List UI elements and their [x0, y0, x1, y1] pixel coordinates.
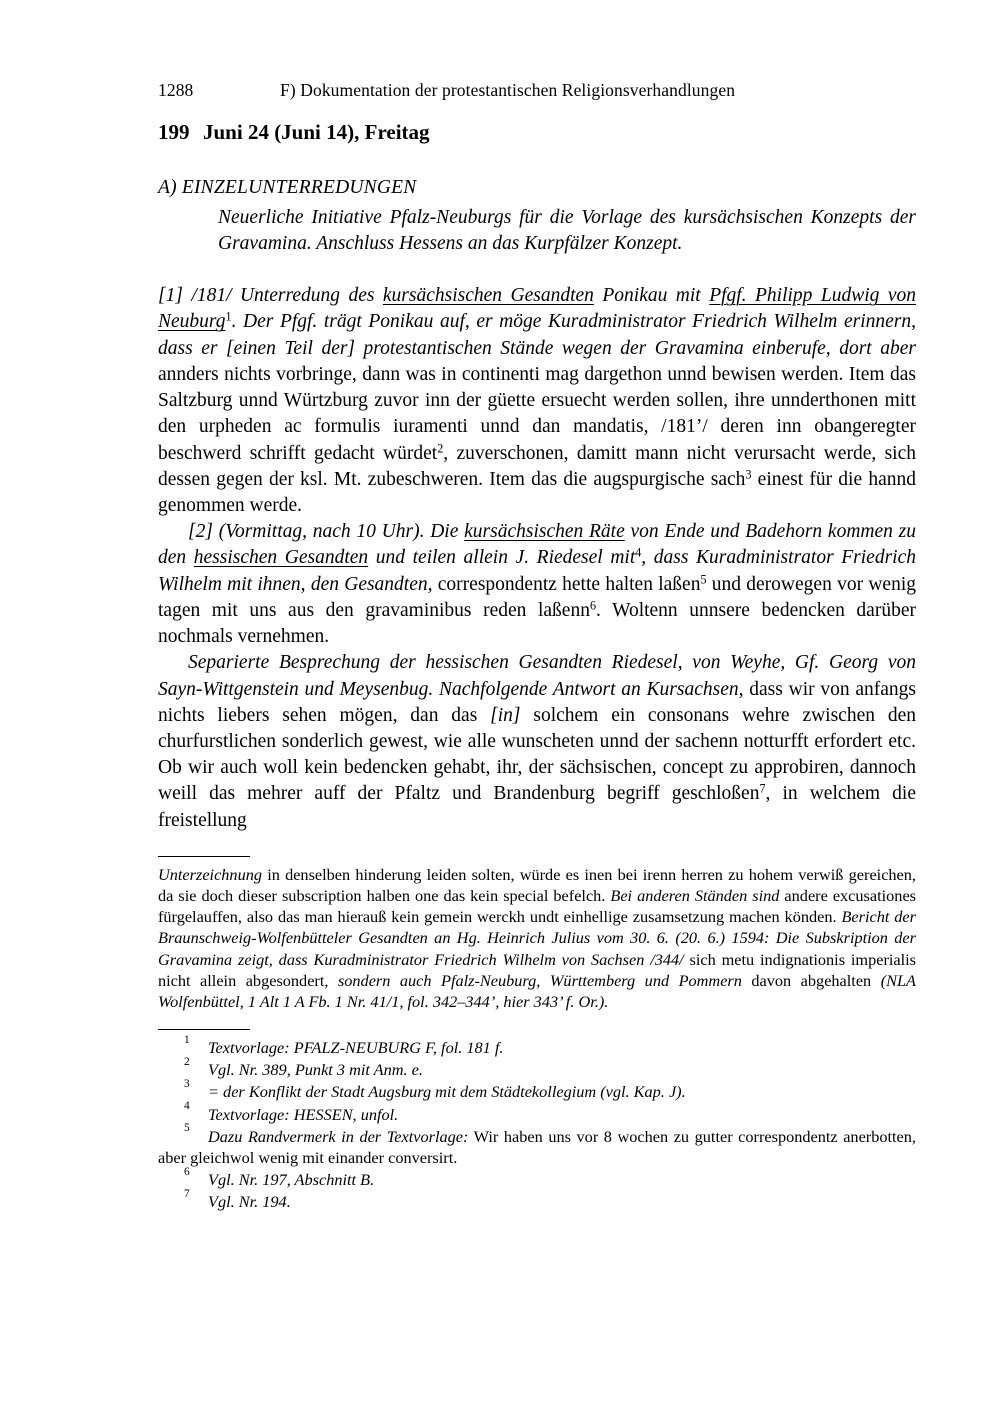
- footnote-text: [158, 1037, 916, 1058]
- paragraph-3-roman-a: dass wir von anfangs nichts liebers sehen mögen, dan das: [158, 678, 917, 726]
- page-number: 1288: [158, 80, 194, 100]
- footnote-list: [158, 1033, 916, 1212]
- paragraph-2-italic-a: (Vormittag, nach 10 Uhr). Die: [218, 521, 465, 543]
- paragraph-1: [158, 283, 916, 519]
- footnote-italic-run: Vgl. Nr. 194.: [208, 1192, 291, 1212]
- section-heading: [158, 120, 916, 145]
- footnote-italic-run: Textvorlage: PFALZ-NEUBURG F, fol. 181 f.: [208, 1038, 504, 1058]
- apparatus-lemma-3: Bericht der Braunschweig-Wolfenbütteler Gesandten an Hg. Heinrich Julius vom 30. 6. (20. 6.) 1594: Die Subskription der Gravamina zeigt, dass Kuradministrator Friedrich Wilhelm von Sachsen /344/: [158, 907, 916, 969]
- footnote-text: [158, 1191, 916, 1212]
- paragraph-1-italic-run: . Der Pfgf. trägt Ponikau auf, er möge Kuradministrator Friedrich Wilhelm erinnern, dass er [einen Teil der] protestantischen Stände wegen der Gravamina einberufe, dort aber: [158, 311, 916, 359]
- apparatus-source: (NLA Wolfenbüttel, 1 Alt 1 A Fb. 1 Nr. 41/1, fol. 342–344’, hier 343’ f. Or.).: [158, 970, 916, 1011]
- paragraph-3-roman-c: , in welchem die freistellung: [158, 783, 917, 831]
- footnote-number: 4: [184, 1100, 190, 1113]
- paragraph-2: [158, 519, 916, 650]
- footnote-italic-run: = der Konflikt der Stadt Augsburg mit dem Städtekollegium (vgl. Kap. J).: [208, 1082, 686, 1102]
- paragraph-2-italic-d: , dass Kuradministrator Friedrich Wilhelm mit ihnen, den Gesandten,: [158, 547, 916, 595]
- paragraph-1-roman-a: annders nichts vorbringe, dann was in continenti mag dargethon unnd bewisen werden. Item das Saltzburg unnd Würtzburg zuvor inn der güette ersuecht werden sollen, ihre unnderthonen mitt den urpheden ac formulis iuramenti unnd dan mandatis, /181’/ deren inn obangeregter beschwerd schrifft gedacht würdet: [158, 363, 916, 464]
- footnote-rule: [158, 1029, 250, 1030]
- paragraph-2-italic-c: und teilen allein J. Riedesel mit: [368, 547, 636, 569]
- footnote-italic-run: Vgl. Nr. 389, Punkt 3 mit Anm. e.: [208, 1060, 423, 1080]
- section-number: 199: [158, 120, 190, 144]
- footnote-item: [158, 1187, 916, 1212]
- note-ref-5: 5: [700, 572, 707, 587]
- paragraph-3-italic-b: [in]: [490, 704, 521, 726]
- footnote-block: [158, 1029, 916, 1212]
- paragraph-1-lead-b: Ponikau mit: [593, 285, 710, 307]
- apparatus-text-1: in denselben hinderung leiden solten, würde es inen bei irenn herren zu hohem verwiß gereichen, da sie doch dieser subscription halben one das kein special befelch.: [158, 864, 916, 906]
- footnote-item: [158, 1055, 916, 1080]
- paragraph-1-roman-b: , zuverschonen, damitt mann nicht verursacht werde, sich dessen gegen der ksl. Mt. zubeschweren. Item das die augspurgische sach: [158, 442, 916, 490]
- apparatus-lemma-2: Bei anderen Ständen sind: [610, 886, 780, 906]
- note-ref-4: 4: [635, 546, 642, 561]
- paragraph-2-marker: [2]: [188, 521, 213, 543]
- paragraph-1-folio: /181/: [191, 285, 232, 307]
- footnote-number: 6: [184, 1165, 190, 1178]
- apparatus-block: [158, 856, 916, 1012]
- subsection-description: Neuerliche Initiative Pfalz-Neuburgs für die Vorlage des kursächsischen Konzepts der Gravamina. Anschluss Hessens an das Kurpfälzer Konzept.: [218, 207, 916, 255]
- paragraph-2-underline-b: hessischen Gesandten: [193, 547, 369, 569]
- paragraph-1-underline-b: Pfgf. Philipp Ludwig von Neuburg: [158, 285, 917, 333]
- paragraph-2-underline-a: kursächsischen Räte: [464, 521, 625, 543]
- apparatus-lemma-4: sondern auch Pfalz-Neuburg, Württemberg und Pommern: [337, 970, 742, 990]
- footnote-item: [158, 1077, 916, 1102]
- note-ref-6: 6: [589, 598, 596, 613]
- footnote-text: [158, 1059, 916, 1080]
- document-page: [158, 0, 916, 1213]
- note-ref-2: 2: [437, 441, 444, 456]
- paragraph-2-roman-b: und derowegen vor wenig tagen mit uns aus den gravaminibus reden laßenn: [158, 573, 916, 621]
- footnote-number: 1: [184, 1033, 190, 1046]
- subsection-label: A) EINZELUNTERREDUNGEN: [158, 177, 417, 198]
- paragraph-2-italic-b: von Ende und Badehorn kommen zu den: [158, 521, 916, 569]
- footnote-item: [158, 1122, 916, 1168]
- paragraph-1-marker: [1]: [158, 285, 183, 307]
- paragraph-3-italic-a: Separierte Besprechung der hessischen Gesandten Riedesel, von Weyhe, Gf. Georg von Sayn-Wittgenstein und Meysenbug. Nachfolgende Antwort an Kursachsen,: [158, 652, 916, 700]
- footnote-number: 5: [184, 1122, 190, 1135]
- footnote-text: [158, 1169, 916, 1190]
- paragraph-1-underline-a: kursächsischen Gesandten: [382, 285, 594, 307]
- apparatus-rule: [158, 856, 250, 857]
- footnote-italic-run: Vgl. Nr. 197, Abschnitt B.: [208, 1170, 375, 1190]
- footnote-italic-run: Dazu Randvermerk in der Textvorlage:: [208, 1126, 469, 1146]
- paragraph-2-roman-c: . Woltenn unnsere bedencken darüber nochmals vernehmen.: [158, 599, 916, 648]
- apparatus-text-3: sich metu indignationis imperialis nicht allein abgesondert,: [158, 949, 917, 990]
- footnote-item: [158, 1165, 916, 1190]
- footnote-text: [158, 1126, 916, 1168]
- footnote-number: 3: [184, 1077, 190, 1090]
- paragraph-3-roman-b: solchem ein consonans wehre zwischen den churfurstlichen sonderlich gewest, wie alle wunscheten unnd der sachenn notturfft erfordert etc. Ob wir auch woll kein bedencken gehabt, ihr, der sächsischen, concept zu approbiren, dannoch weill das mehrer auff der Pfaltz und Brandenburg begriff geschloßen: [158, 704, 916, 805]
- paragraph-2-roman-a: correspondentz hette halten laßen: [432, 573, 701, 595]
- running-head: [158, 80, 916, 101]
- apparatus-lemma-1: Unterzeichnung: [158, 864, 262, 884]
- footnote-number: 2: [184, 1055, 190, 1068]
- paragraph-1-roman-c: einest für die hannd genommen werde.: [158, 468, 916, 516]
- apparatus-text-4: davon abgehalten: [741, 970, 881, 990]
- footnote-text: [158, 1104, 916, 1125]
- paragraph-3: [158, 650, 916, 834]
- paragraph-1-lead-a: Unterredung des: [239, 285, 383, 307]
- apparatus-text: [158, 864, 916, 1012]
- footnote-italic-run: Textvorlage: HESSEN, unfol.: [208, 1104, 399, 1124]
- footnote-text: [158, 1081, 916, 1102]
- footnote-roman-run: Wir haben uns vor 8 wochen zu gutter correspondentz anerbotten, aber gleichwol wenig mit einander conversirt.: [158, 1126, 916, 1167]
- note-ref-1: 1: [225, 310, 232, 325]
- footnote-item: [158, 1033, 916, 1058]
- running-head-title: F) Dokumentation der protestantischen Religionsverhandlungen: [280, 80, 736, 100]
- section-title: Juni 24 (Juni 14), Freitag: [203, 120, 430, 144]
- footnote-number: 7: [184, 1187, 190, 1200]
- note-ref-3: 3: [745, 467, 752, 482]
- footnote-item: [158, 1100, 916, 1125]
- apparatus-text-2: andere excusationes fürgelauffen, also das man hierauß kein gemein werckh undt einhellige zusamsetzung machen könden.: [158, 886, 917, 927]
- note-ref-7: 7: [759, 782, 766, 797]
